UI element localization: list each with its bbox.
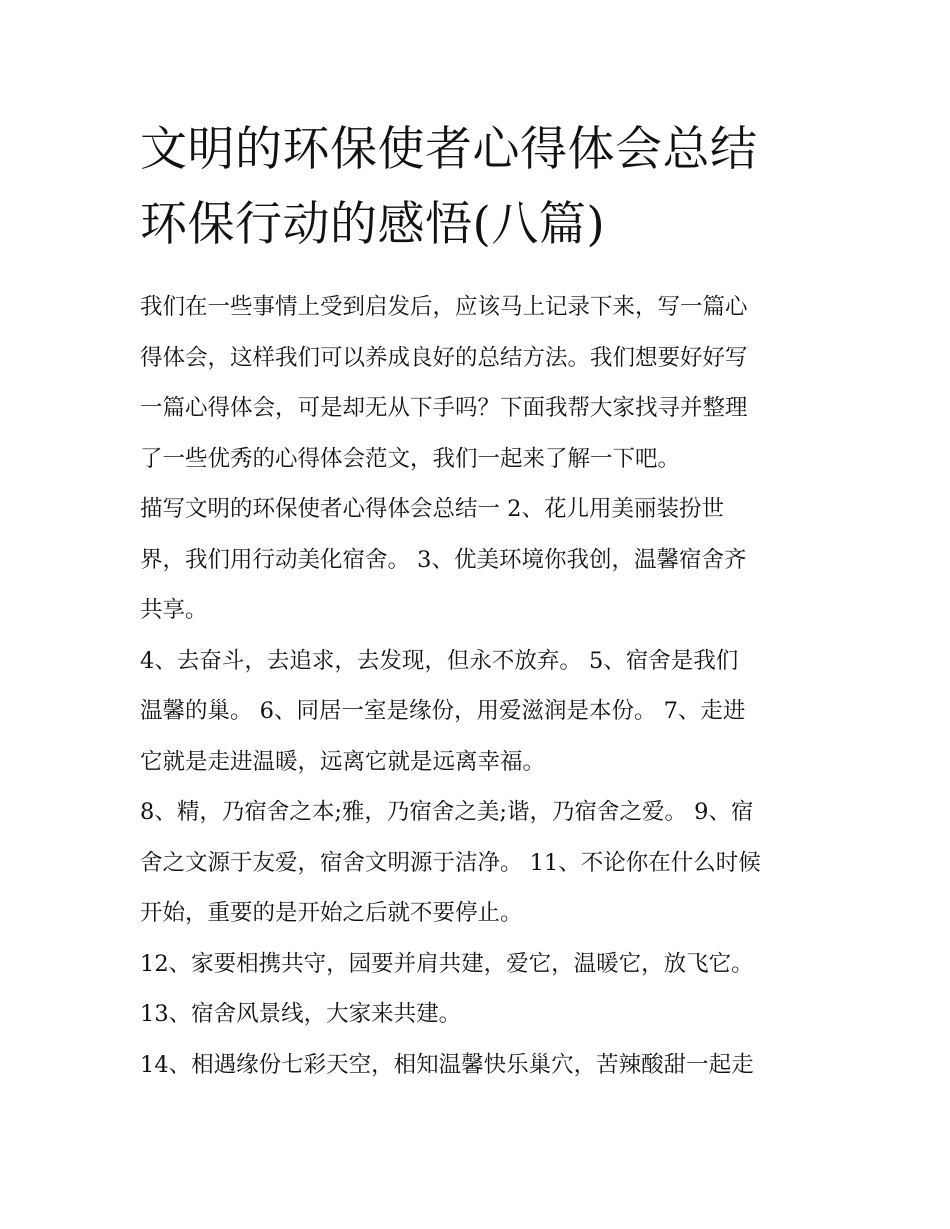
text-line: 得体会，这样我们可以养成良好的总结方法。我们想要好好写 [140,344,748,371]
text-line: 舍之文源于友爱，宿舍文明源于洁净。 11、不论你在什么时候 [140,849,761,876]
text-line: 描写文明的环保使者心得体会总结一 2、花儿用美丽装扮世 [140,496,724,522]
paragraph [140,484,815,636]
document-body [140,282,815,1090]
text-line: 温馨的巢。 6、同居一室是缘份，用爱滋润是本份。 7、走进 [140,698,746,724]
paragraph [140,636,815,788]
text-line: 界，我们用行动美化宿舍。 3、优美环境你我创，温馨宿舍齐 [140,546,747,573]
document-page [140,112,815,1090]
text-line: 4、去奋斗，去追求，去发现，但永不放弃。 5、宿舍是我们 [140,647,739,674]
text-line: 13、宿舍风景线，大家来共建。 [140,1001,462,1027]
text-line: 开始，重要的是开始之后就不要停止。 [140,900,523,926]
text-line: 它就是走进温暖，远离它就是远离幸福。 [140,748,546,775]
paragraph [140,787,815,939]
text-line: 14、相遇缘份七彩天空，相知温馨快乐巢穴，苦辣酸甜一起走 [140,1051,754,1078]
document-title [140,112,815,262]
paragraph [140,1040,815,1091]
text-line: 共享。 [140,597,208,623]
paragraph [140,939,815,990]
paragraph-intro [140,282,815,484]
text-line: 8、精，乃宿舍之本;雅，乃宿舍之美;谐，乃宿舍之爱。 9、宿 [140,799,754,825]
paragraph [140,989,815,1040]
text-line: 了一些优秀的心得体会范文，我们一起来了解一下吧。 [140,445,681,472]
text-line: 一篇心得体会，可是却无从下手吗？下面我帮大家找寻并整理 [140,395,748,421]
text-line: 12、家要相携共守，园要并肩共建，爱它，温暖它，放飞它。 [140,950,754,977]
text-line: 我们在一些事情上受到启发后，应该马上记录下来，写一篇心 [140,294,748,320]
title-line: 文明的环保使者心得体会总结 [140,122,758,177]
title-line: 环保行动的感悟(八篇) [140,197,606,252]
